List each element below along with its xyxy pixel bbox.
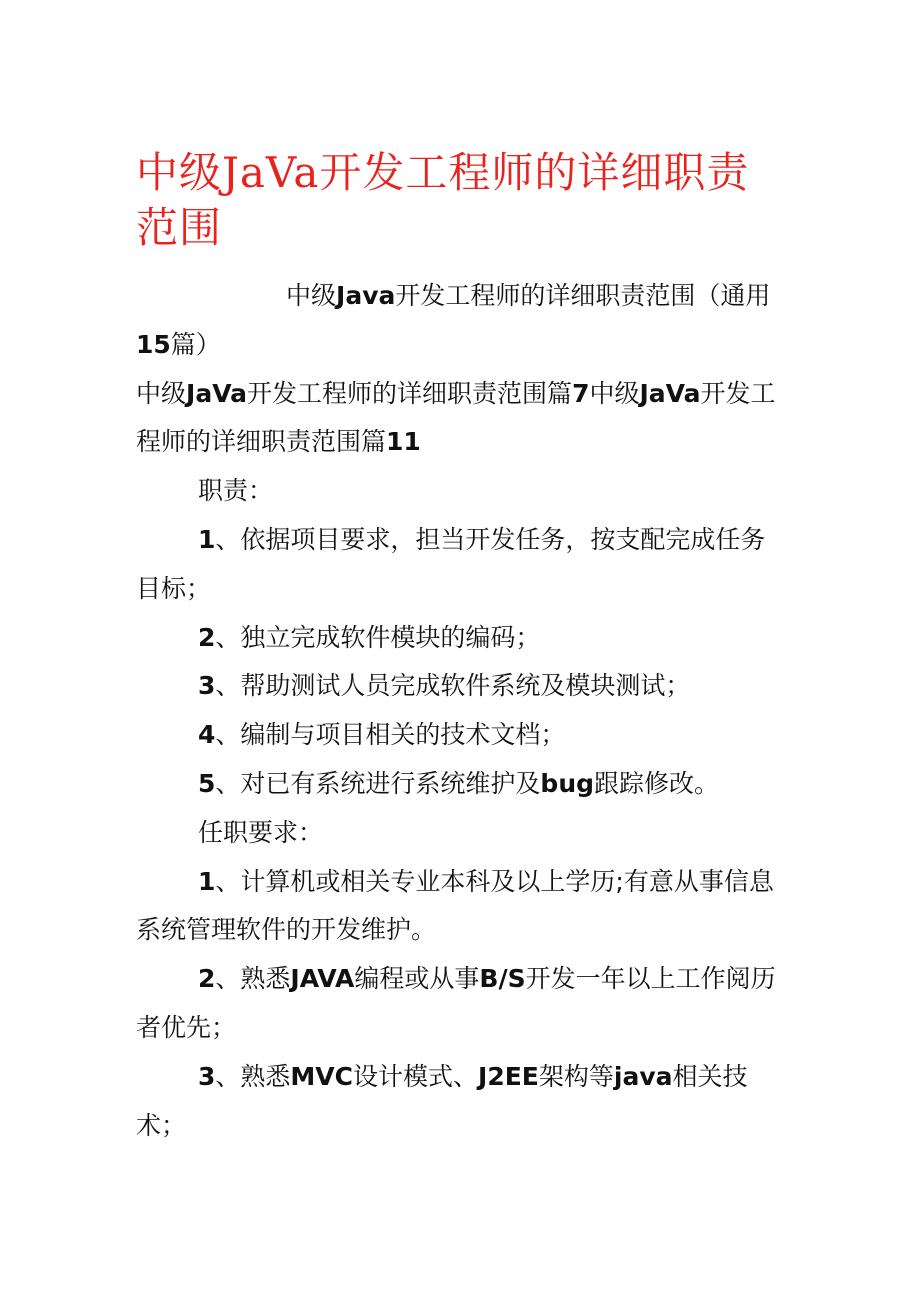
requirement-item: 1、计算机或相关专业本科及以上学历;有意从事信息系统管理软件的开发维护。 [136,866,774,945]
requirement-item: 3、熟悉MVC设计模式、J2EE架构等java相关技术； [136,1061,748,1140]
duty-item: 3、帮助测试人员完成软件系统及模块测试； [198,671,691,701]
requirement-item: 2、熟悉JAVA编程或从事B/S开发一年以上工作阅历者优先； [136,964,776,1042]
duty-item: 5、对已有系统进行系统维护及bug跟踪修改。 [198,768,720,798]
duty-item: 2、独立完成软件模块的编码； [198,622,541,652]
document-subtitle: 中级Java开发工程师的详细职责范围（通用15篇） [136,281,771,359]
duty-item: 4、编制与项目相关的技术文档； [198,720,566,750]
document-body [136,272,784,1150]
document-title: 中级JaVa开发工程师的详细职责范围 [136,148,750,252]
intro-paragraph: 中级JaVa开发工程师的详细职责范围篇7中级JaVa开发工程师的详细职责范围篇11 [136,378,776,457]
requirements-heading: 任职要求： [198,817,324,847]
duties-heading: 职责： [198,476,274,506]
duty-item: 1、依据项目要求，担当开发任务，按支配完成任务目标； [136,524,766,603]
